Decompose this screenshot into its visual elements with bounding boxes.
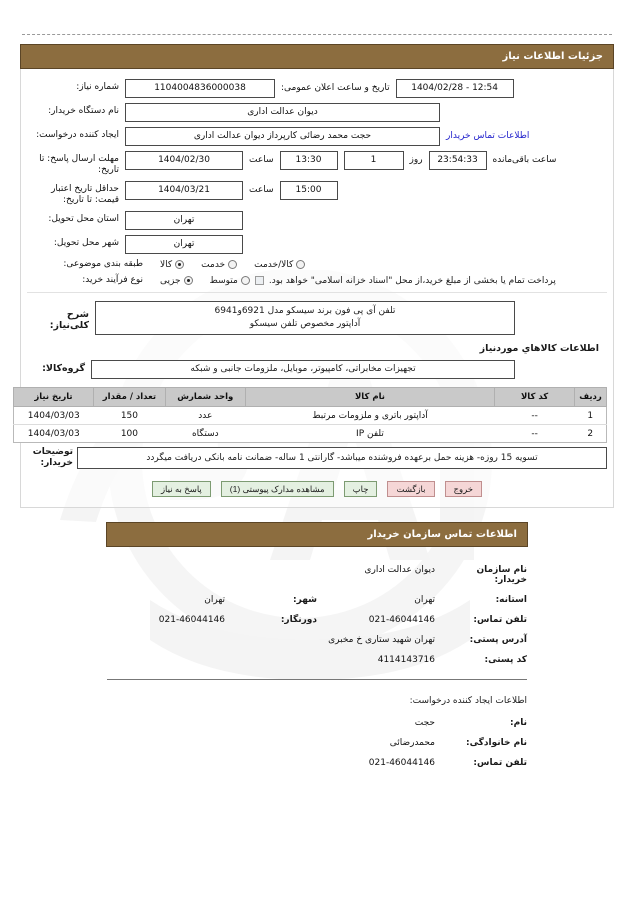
cell-date: 1404/03/03 [14,407,94,425]
col-qty: تعداد / مقدار [93,388,165,407]
radio-icon-khedmat[interactable] [228,260,237,269]
goods-group-field: تجهیزات مخابراتی، کامپیوتر، موبایل، ملزومات جانبی و شبکه [91,360,515,379]
cell-code: -- [495,407,575,425]
contact-divider [107,679,527,680]
delivery-province-field: تهران [125,211,243,230]
description-box [95,301,515,335]
section-header-need-details [20,44,614,69]
cell-qty: 100 [93,425,165,443]
contact-postal-label: کد پستی: [484,655,527,665]
row-description [27,301,607,335]
contact-row-postal [107,655,527,665]
row-classification [27,259,607,270]
announce-datetime-label: تاریخ و ساعت اعلان عمومی: [281,83,390,93]
creator-first-name-value: حجت [414,718,435,728]
divider-after-process [27,292,607,293]
row-price-validity [27,181,607,206]
creator-row-last-name [107,738,527,748]
process-option-2[interactable] [210,276,250,286]
buyer-org-label: نام دستگاه خریدار: [48,106,119,116]
delivery-province-label: استان محل تحویل: [48,214,119,224]
row-deadline [27,151,607,176]
cell-name: تلفن IP [245,425,494,443]
delivery-city-label: شهر محل تحویل: [53,238,119,248]
contact-city-label: شهر: [293,595,317,605]
creator-phone-label: تلفن تماس: [473,758,527,768]
delivery-city-field: تهران [125,235,243,254]
contact-org-label: نام سازمان خریدار: [476,565,527,585]
row-creator [27,127,607,146]
price-validity-label: حداقل تاریخ اعتبار قیمت: تا تاریخ: [51,184,119,205]
need-number-label: شماره نیاز: [76,82,119,92]
validity-date-field: 1404/03/21 [125,181,243,200]
creator-first-name-label: نام: [510,718,527,728]
description-line-1: تلفن آی پی فون برند سیسکو مدل 6921و6941 [214,306,396,316]
process-option-1[interactable] [160,276,193,286]
col-date: تاریخ نیاز [14,388,94,407]
row-need-number [27,79,607,98]
description-label: شرح کلی‌نیاز: [49,309,89,331]
creator-row-phone [107,758,527,768]
contact-fax-label: دورنگار: [280,615,317,625]
creator-label: ایجاد کننده درخواست: [36,130,119,140]
contact-fax-value: 021-46044146 [158,615,225,625]
contact-row-phone [107,615,527,625]
cell-unit: عدد [165,407,245,425]
cell-unit: دستگاه [165,425,245,443]
contact-row-location [107,595,527,605]
cell-qty: 150 [93,407,165,425]
goods-table-header-row [14,388,607,407]
view-attachments-button[interactable]: مشاهده مدارک پیوستی (1) [221,481,334,497]
radio-icon-kala-khedmat[interactable] [296,260,305,269]
contact-row-address [107,635,527,645]
deadline-time-field: 13:30 [280,151,338,170]
col-unit: واحد شمارش [165,388,245,407]
announce-datetime-field: 1404/02/28 - 12:54 [396,79,514,98]
row-process-type [27,275,607,286]
classification-option-2[interactable] [201,260,237,270]
classification-label: طبقه بندی موضوعی: [63,259,143,269]
buyer-notes-label: توضیحات خریدار: [32,447,73,468]
deadline-hour-label: ساعت [249,155,274,165]
classification-option-2-label: خدمت [201,259,226,270]
days-remaining-field: 1 [344,151,404,170]
countdown-label: ساعت باقی‌مانده [492,155,557,165]
buyer-contact-body [12,547,622,784]
radio-icon-kala[interactable] [175,260,184,269]
action-button-bar [27,481,607,497]
process-type-label: نوع فرآیند خرید: [82,275,143,285]
section-header-need-details-label: جزئیات اطلاعات نیاز [502,51,603,62]
contact-address-value: تهران شهید ستاری خ مخبری [328,635,435,645]
section-header-buyer-contact [106,522,528,547]
goods-table [13,387,607,443]
treasury-checkbox[interactable] [255,276,264,285]
cell-name: آداپتور باتری و ملزومات مرتبط [245,407,494,425]
buyer-contact-section [12,522,622,784]
top-divider [22,34,612,35]
classification-option-3-label: کالا/خدمت [254,259,294,270]
creator-info-title: اطلاعات ایجاد کننده درخواست: [409,696,527,706]
row-buyer-org [27,103,607,122]
cell-date: 1404/03/03 [14,425,94,443]
col-radif: ردیف [575,388,607,407]
need-number-field: 1104004836000038 [125,79,275,98]
countdown-field: 23:54:33 [429,151,487,170]
contact-postal-value: 4114143716 [377,655,435,665]
cell-radif: 2 [575,425,607,443]
classification-option-3[interactable] [254,260,305,270]
creator-phone-value: 021-46044146 [368,758,435,768]
buyer-notes-box: تسویه 15 روزه- هزینه حمل برعهده فروشنده میباشد- گارانتی 1 ساله- ضمانت نامه بانکی دریافت میگردد [77,447,607,469]
print-button[interactable]: چاپ [344,481,378,497]
contact-phone-value: 021-46044146 [368,615,435,625]
col-name: نام کالا [245,388,494,407]
exit-button[interactable]: خروج [445,481,483,497]
classification-option-1[interactable] [160,260,184,270]
deadline-label: مهلت ارسال پاسخ: تا تاریخ: [39,154,119,175]
radio-icon-motavaset[interactable] [241,276,250,285]
process-option-2-label: متوسط [209,275,238,286]
cell-radif: 1 [575,407,607,425]
process-option-1-label: جزیی [160,275,181,286]
buyer-contact-link[interactable]: اطلاعات تماس خریدار [446,131,530,141]
table-row [14,407,607,425]
contact-address-label: آدرس پستی: [469,635,527,645]
creator-last-name-value: محمدرضائی [389,738,435,748]
goods-group-label: گروه‌کالا: [42,363,85,374]
validity-hour-label: ساعت [249,185,274,195]
row-goods-group [27,360,607,379]
buyer-org-field: دیوان عدالت اداری [125,103,440,122]
classification-option-1-label: کالا [160,259,173,270]
col-code: کد کالا [495,388,575,407]
contact-row-org [107,565,527,585]
row-buyer-notes [27,447,607,469]
contact-org-value: دیوان عدالت اداری [364,565,435,575]
respond-to-need-button[interactable]: پاسخ به نیاز [152,481,211,497]
contact-phone-label: تلفن تماس: [473,615,527,625]
row-delivery-city [27,235,607,254]
validity-time-field: 15:00 [280,181,338,200]
radio-icon-jozei[interactable] [184,276,193,285]
days-unit-label: روز [409,155,423,165]
creator-last-name-label: نام خانوادگی: [465,738,527,748]
treasury-note-label: پرداخت تمام یا بخشی از مبلغ خرید،از محل "اسناد خزانه اسلامی" خواهد بود. [268,275,556,286]
row-delivery-province [27,211,607,230]
description-line-2: آداپتور مخصوص تلفن سیسکو [249,319,361,329]
deadline-date-field: 1404/02/30 [125,151,243,170]
contact-province-label: استانه: [495,595,527,605]
contact-province-value: تهران [414,595,435,605]
section-header-buyer-contact-label: اطلاعات تماس سازمان خریدار [367,529,517,540]
goods-section-title: اطلاعات کالاهاي موردنیاز [479,343,599,354]
table-row [14,425,607,443]
cell-code: -- [495,425,575,443]
need-details-card [20,69,614,508]
contact-city-value: تهران [204,595,225,605]
creator-row-first-name [107,718,527,728]
page-root [0,34,634,784]
back-button[interactable]: بازگشت [387,481,434,497]
creator-field: حجت محمد رضائی کارپرداز دیوان عدالت اداری [125,127,440,146]
